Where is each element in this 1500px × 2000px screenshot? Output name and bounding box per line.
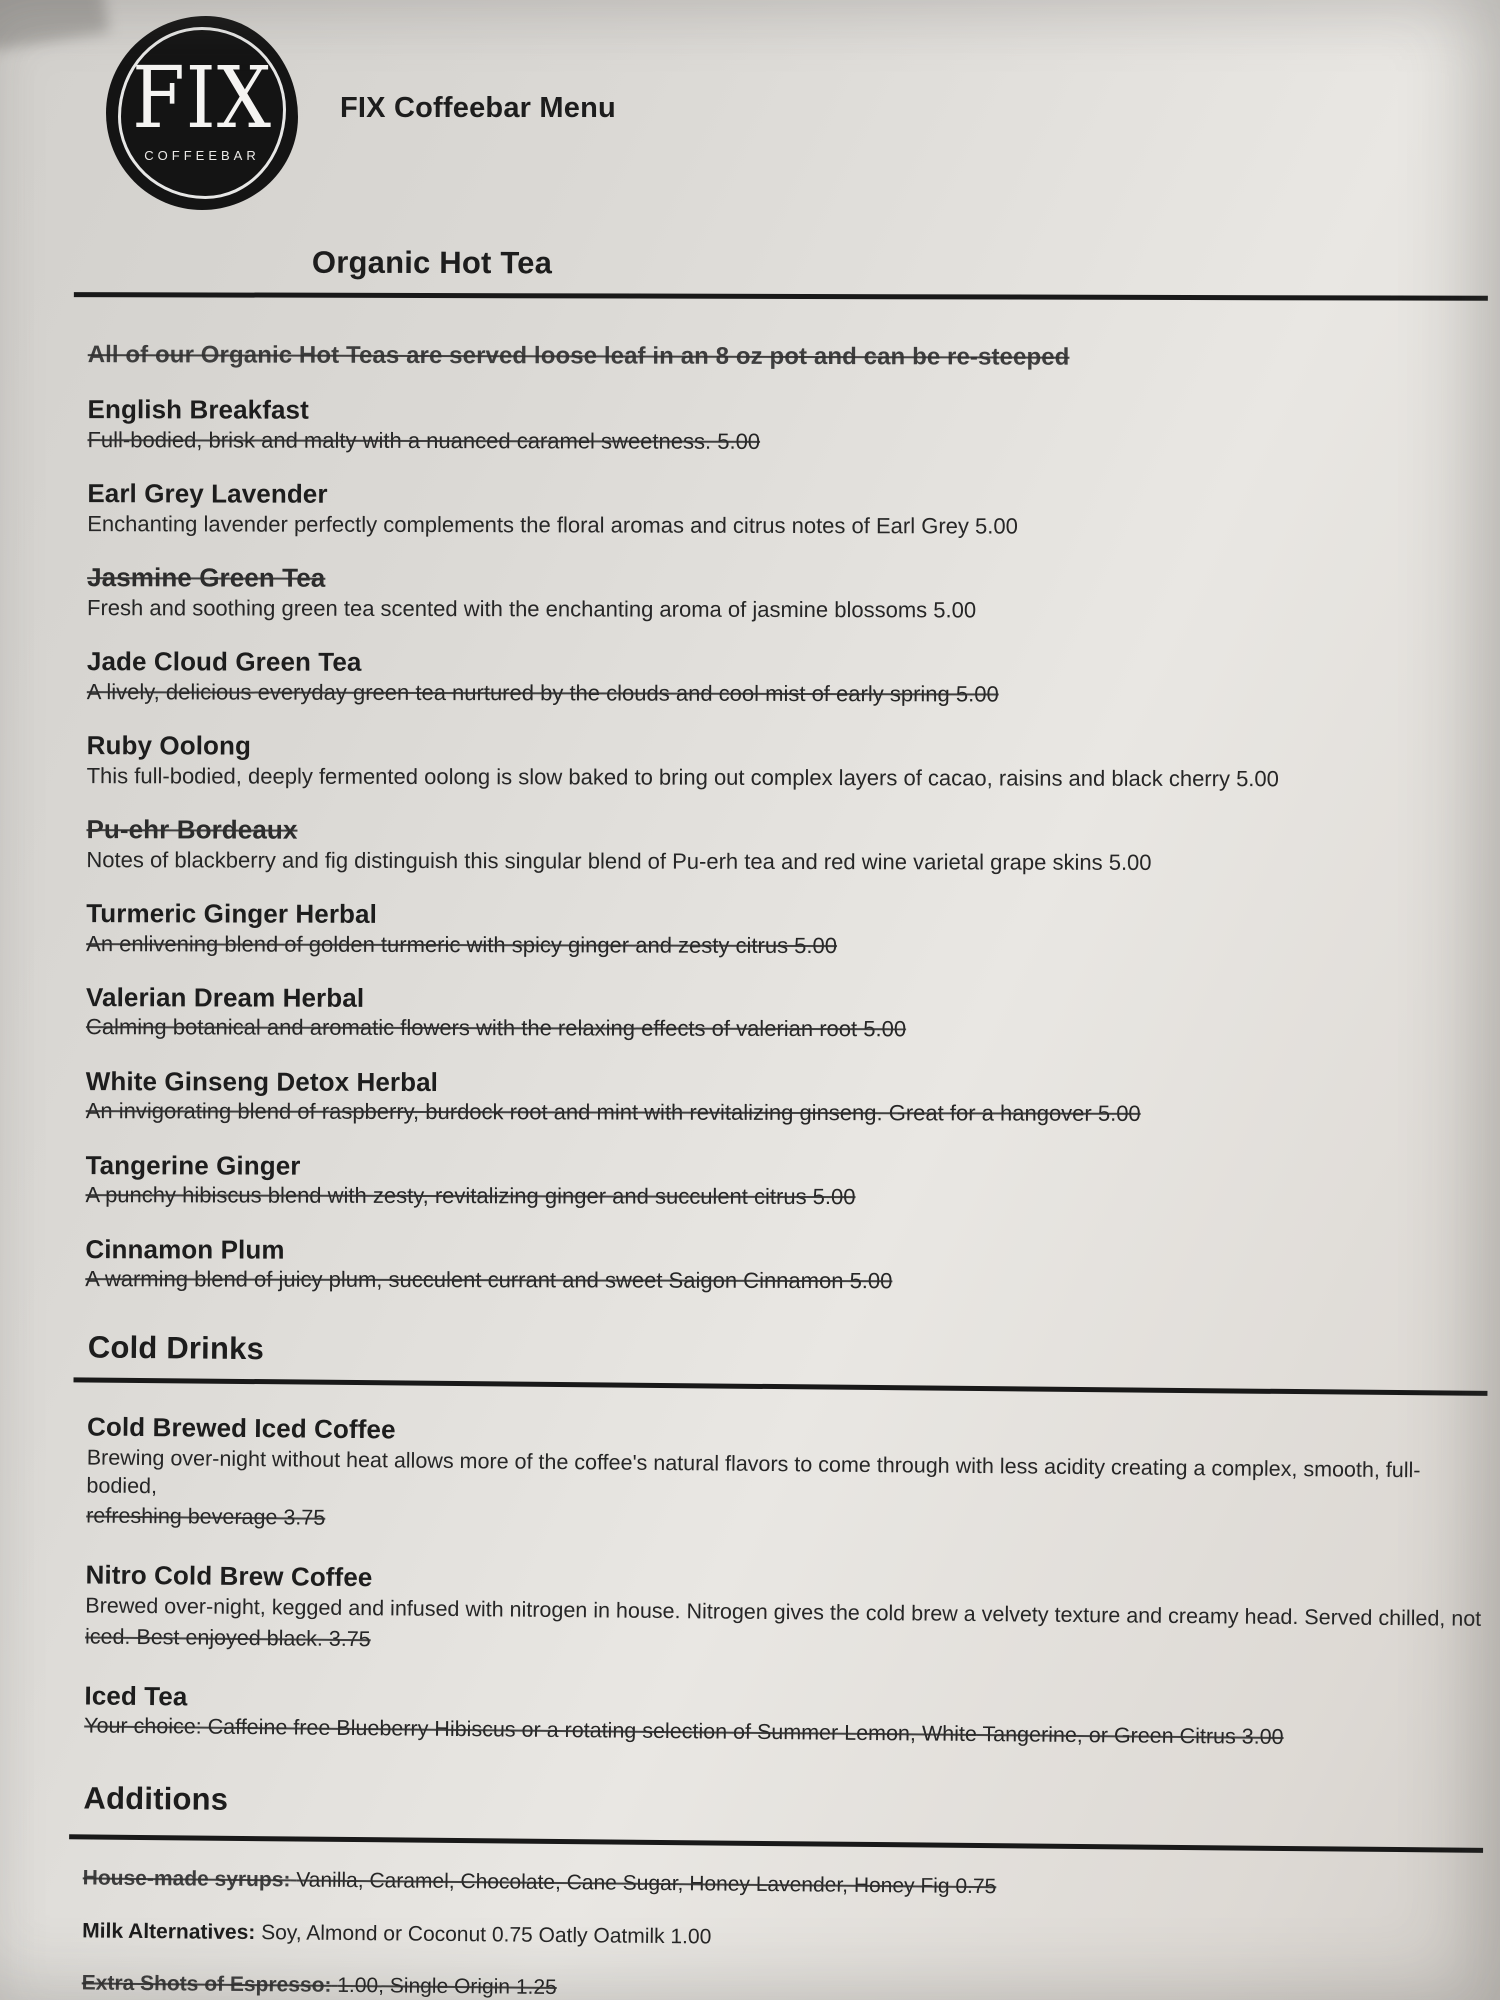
menu-item: [87, 479, 1487, 541]
menu-item: [85, 1235, 1485, 1297]
menu-item: [86, 815, 1486, 877]
additions-line: [83, 1866, 1483, 1906]
menu-item: [85, 1151, 1485, 1213]
section-organic-hot-tea: [0, 244, 1500, 1297]
item-name: Nitro Cold Brew Coffee: [85, 1559, 373, 1593]
item-name: Ruby Oolong: [86, 730, 252, 761]
logo-ring: [118, 27, 286, 199]
item-description-continued: refreshing beverage 3.75: [86, 1503, 326, 1531]
additions-text: Vanilla, Caramel, Chocolate, Cane Sugar, Honey Lavender, Honey Fig 0.75: [296, 1868, 997, 1899]
item-description: Full-bodied, brisk and malty with a nuanced caramel sweetness. 5.00: [87, 426, 761, 454]
item-description: Calming botanical and aromatic flowers with the relaxing effects of valerian root 5.00: [85, 1014, 907, 1042]
additions-line: [82, 1970, 1482, 2000]
additions-line: [82, 1918, 1482, 1958]
additions-label: Extra Shots of Espresso:: [81, 1971, 332, 1997]
item-name: Earl Grey Lavender: [87, 478, 328, 509]
additions-label: Milk Alternatives:: [82, 1918, 256, 1944]
section-divider: [73, 1377, 1487, 1396]
item-name: Cold Brewed Iced Coffee: [86, 1411, 396, 1445]
item-description: An enlivening blend of golden turmeric with spicy ginger and zesty citrus 5.00: [86, 930, 838, 958]
section-divider: [69, 1835, 1483, 1854]
item-name: Tangerine Ginger: [85, 1149, 301, 1181]
cold-item-list: [84, 1412, 1487, 1754]
additions-text: Soy, Almond or Coconut 0.75 Oatly Oatmilk 1.00: [261, 1920, 712, 1948]
tea-intro-text: All of our Organic Hot Teas are served loose leaf in an 8 oz pot and can be re-steeped: [87, 341, 1070, 371]
item-description-continued: iced. Best enjoyed black. 3.75: [84, 1624, 371, 1651]
item-name: Jasmine Green Tea: [87, 562, 326, 593]
page-title: FIX Coffeebar Menu: [340, 92, 616, 124]
item-description: Brewing over-night without heat allows more of the coffee's natural flavors to come through with less acidity creating a complex, smooth, full-bodied,: [86, 1444, 1421, 1498]
menu-item: [86, 1412, 1487, 1544]
logo-wordmark: FIX: [132, 47, 272, 147]
menu-item: [87, 647, 1487, 709]
item-description: A punchy hibiscus blend with zesty, revitalizing ginger and succulent citrus 5.00: [85, 1182, 856, 1210]
item-description: An invigorating blend of raspberry, burdock root and mint with revitalizing ginseng. Great for a hangover 5.00: [85, 1098, 1141, 1127]
logo-subtext: COFFEEBAR: [144, 148, 260, 164]
item-name: Iced Tea: [84, 1680, 188, 1712]
organic-hot-tea-heading: Organic Hot Tea: [311, 244, 553, 281]
item-description: Notes of blackberry and fig distinguish this singular blend of Pu-erh tea and red wine varietal grape skins 5.00: [86, 846, 1152, 875]
item-name: English Breakfast: [87, 394, 309, 425]
menu-item: [87, 731, 1487, 793]
item-description: Fresh and soothing green tea scented with the enchanting aroma of jasmine blossoms 5.00: [87, 594, 977, 623]
tea-item-list: [85, 395, 1487, 1296]
menu-item: [87, 563, 1487, 625]
fix-logo: [106, 16, 298, 210]
item-name: Jade Cloud Green Tea: [86, 646, 362, 677]
menu-item: [87, 395, 1487, 457]
item-description: Enchanting lavender perfectly complements the floral aromas and citrus notes of Earl Grey 5.00: [87, 510, 1018, 539]
additions-label: House-made syrups:: [82, 1866, 291, 1892]
item-description: A lively, delicious everyday green tea nurtured by the clouds and cool mist of early spring 5.00: [86, 678, 999, 707]
menu-item: [86, 983, 1486, 1045]
section-divider: [74, 292, 1488, 301]
item-description: Your choice: Caffeine free Blueberry Hibiscus or a rotating selection of Summer Lemon, White Tangerine, or Green Citrus 3.00: [84, 1713, 1284, 1750]
item-name: Valerian Dream Herbal: [85, 982, 365, 1013]
item-name: Turmeric Ginger Herbal: [86, 898, 377, 929]
item-name: Pu-ehr Bordeaux: [86, 814, 298, 845]
section-cold-drinks: [0, 1328, 1500, 1754]
item-name: Cinnamon Plum: [85, 1233, 285, 1265]
item-description: Brewed over-night, kegged and infused with nitrogen in house. Nitrogen gives the cold brew a velvety texture and creamy head. Served chilled, not: [85, 1593, 1482, 1631]
item-name: White Ginseng Detox Herbal: [85, 1065, 439, 1097]
menu-item: [86, 899, 1486, 961]
menu-item: [86, 1067, 1486, 1129]
additions-heading: Additions: [83, 1780, 229, 1818]
menu-item: [85, 1561, 1486, 1665]
additions-text: 1.00, Single Origin 1.25: [337, 1973, 557, 1999]
cold-drinks-heading: Cold Drinks: [87, 1329, 265, 1366]
header: [0, 0, 1500, 210]
section-additions: [0, 1780, 1496, 2000]
menu-item: [84, 1681, 1485, 1754]
item-description: A warming blend of juicy plum, succulent currant and sweet Saigon Cinnamon 5.00: [85, 1266, 893, 1294]
item-description: This full-bodied, deeply fermented oolong is slow baked to bring out complex layers of cacao, raisins and black cherry 5.00: [86, 762, 1279, 791]
